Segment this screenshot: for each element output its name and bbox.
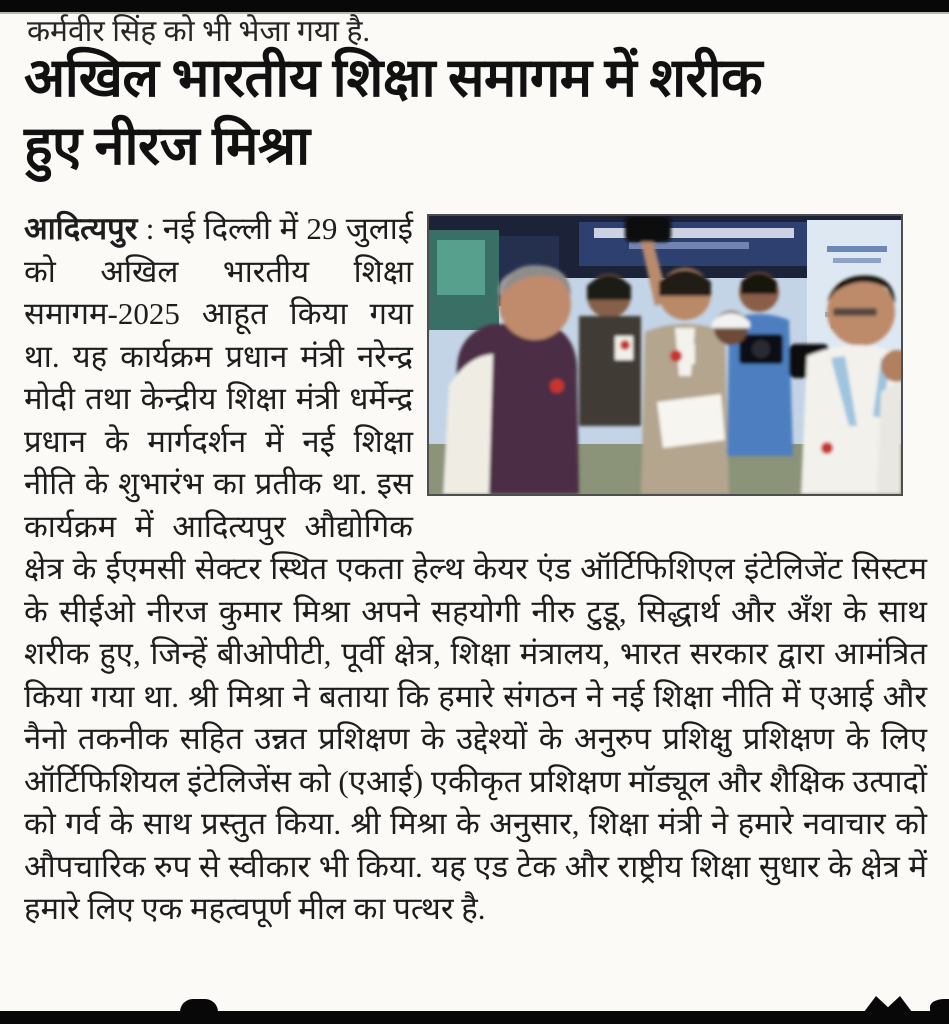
partial-letter-top xyxy=(864,996,912,1012)
article-text: : नई दिल्ली में 29 जुलाई को अखिल भारतीय शिक्षा समागम-2025 आहूत किया गया था. यह कार्यक्रम प्रधान मंत्री नरेन्द्र मोदी तथा केन्द्रीय शिक्षा मंत्री धर्मेन्द्र प्रधान के मार्गदर्शन में नई शिक्षा नीति के शुभारंभ का प्रतीक था. इस कार्यक्रम में आदित्यपुर औद्योगिक क्षेत्र के ईएमसी सेक्टर स्थित एकता हेल्थ केयर एंड ऑर्टिफिशिएल इंटेलिजेंट सिस्टम के सीईओ नीरज कुमार मिश्रा अपने सहयोगी नीरु टुडू, सिद्धार्थ और अँश के साथ शरीक हुए, जिन्हें बीओपीटी, पूर्वी क्षेत्र, शिक्षा मंत्रालय, भारत सरकार द्वारा आमंत्रित किया गया था. श्री मिश्रा ने बताया कि हमारे संगठन ने नई शिक्षा नीति में एआई और नैनो तकनीक सहित उन्नत प्रशिक्षण के उद्देश्यों के अनुरुप प्रशिक्षु प्रशिक्षण के लिए ऑर्टिफिशियल इंटेलिजेंस को (एआई) एकीकृत प्रशिक्षण मॉड्यूल और शैक्षिक उत्पादों को गर्व के साथ प्रस्तुत किया. श्री मिश्रा के अनुसार, शिक्षा मंत्री ने हमारे नवाचार को औपचारिक रुप से स्वीकार भी किया. यह एड टेक और राष्ट्रीय शिक्षा सुधार के क्षेत्र में हमारे लिए एक महत्वपूर्ण मील का पत्थर है. xyxy=(24,211,927,926)
headline-line-1: अखिल भारतीय शिक्षा समागम में शरीक xyxy=(24,48,763,108)
dateline: आदित्यपुर xyxy=(24,211,138,246)
headline xyxy=(24,44,944,180)
headline-line-2: हुए नीरज मिश्रा xyxy=(24,116,310,176)
event-photo xyxy=(427,214,903,496)
bottom-crop-bar xyxy=(0,1011,949,1024)
event-photo-illustration xyxy=(429,216,901,494)
article-body xyxy=(24,208,927,931)
kicker-line: कर्मवीर सिंह को भी भेजा गया है. xyxy=(27,15,370,48)
top-crop-bar xyxy=(0,0,949,12)
